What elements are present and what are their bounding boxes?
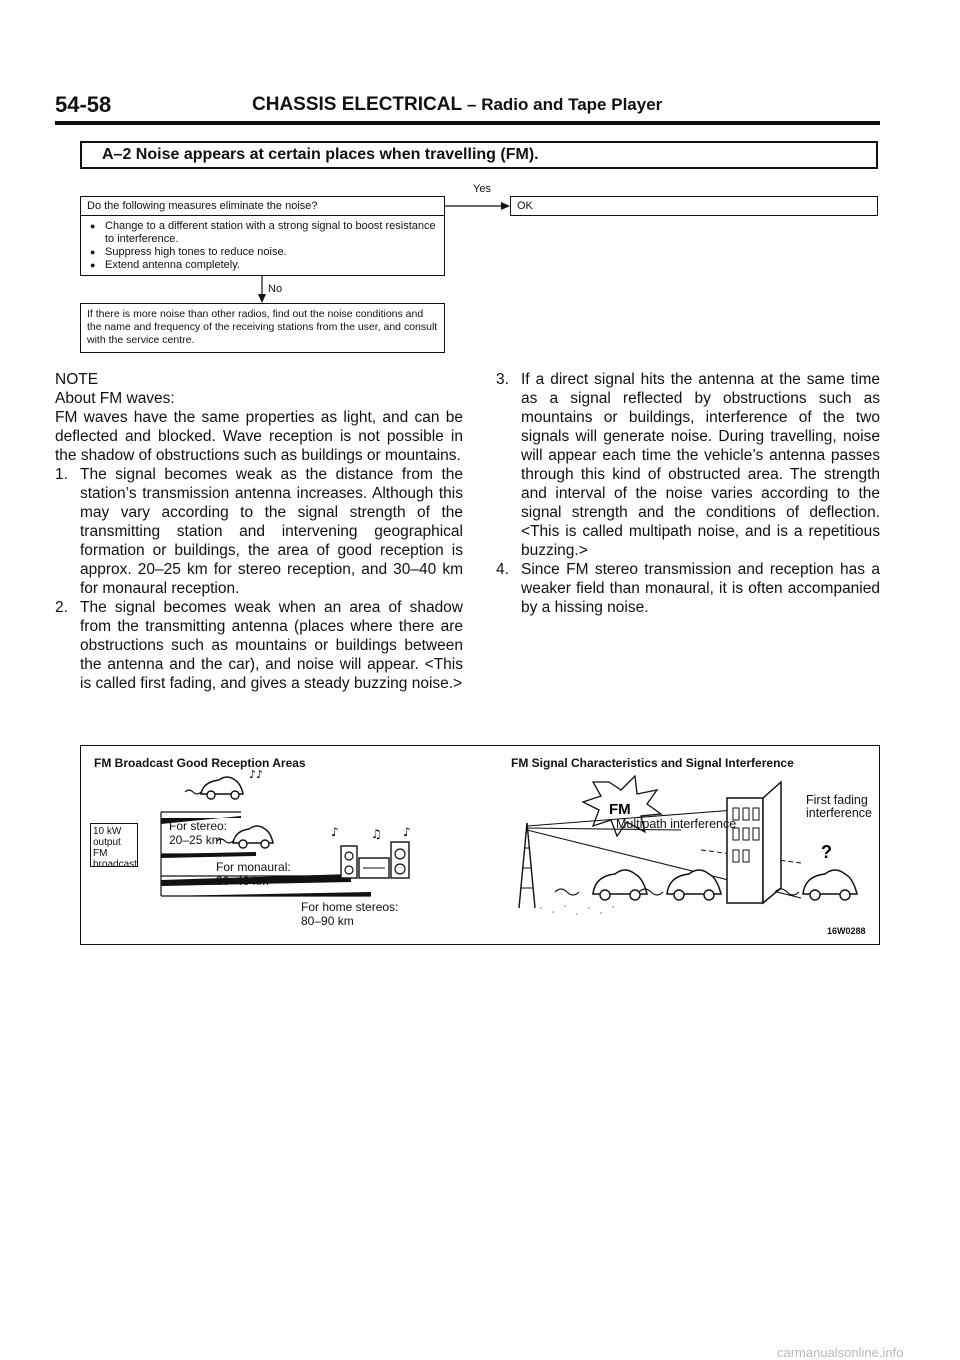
- car-icon: [775, 870, 857, 900]
- note-label: NOTE: [55, 371, 99, 388]
- note-item-number: 1.: [55, 466, 68, 483]
- note-subheading: About FM waves:: [55, 390, 175, 407]
- note-item-text: Since FM stereo transmission and reception has a weaker field than monaural, it is often accompanied by a hissing noise.: [521, 561, 880, 616]
- result-box: If there is more noise than other radios, find out the noise conditions and the name and frequency of the receiving stations from the user, and consult with the service centre.: [80, 303, 445, 353]
- svg-text:♫: ♫: [371, 827, 382, 841]
- note-item-number: 2.: [55, 599, 68, 616]
- car-icon: [185, 768, 263, 799]
- no-arrowhead: [258, 294, 266, 303]
- svg-text:♪♪: ♪♪: [249, 768, 264, 781]
- measure-item: ● Suppress high tones to reduce noise.: [105, 246, 438, 259]
- note-item-text: If a direct signal hits the antenna at the same time as a signal reflected by obstructions such as mountains or buildings, interference of the two signals will generate noise. During travelling, noise will appear each time the vehicle’s antenna passes through this kind of obstructed area. The strength and interval of the noise varies according to the signal strength and the conditions of deflection. <This is called multipath noise, and is a repetitious buzzing.>: [521, 371, 880, 559]
- note-item-text: The signal becomes weak when an area of shadow from the transmitting antenna (places where there are obstructions such as mountains or buildings between the antenna and the car), and noise will appear. <This is called first fading, and gives a steady buzzing noise.>: [80, 599, 463, 692]
- yes-arrowhead: [501, 202, 510, 210]
- figure-right-title: FM Signal Characteristics and Signal Interference: [511, 756, 794, 770]
- first-fading-label: First fading interference: [806, 793, 873, 820]
- signal-interference-diagram: [501, 768, 881, 918]
- car-icon: [555, 870, 647, 900]
- note-item: [55, 465, 463, 598]
- note-intro: FM waves have the same properties as light, and can be deflected and blocked. Wave reception is not possible in the shadow of obstructions such as buildings or mountains.: [55, 409, 463, 464]
- reception-areas-diagram: [81, 746, 461, 946]
- page-number: 54-58: [55, 92, 112, 117]
- yes-label: Yes: [473, 183, 491, 195]
- stereo-range: 20–25 km: [169, 833, 222, 847]
- measure-item: ● Change to a different station with a strong signal to boost resistance to interference.: [105, 220, 438, 246]
- no-label: No: [268, 283, 283, 295]
- monaural-label: For monaural:: [216, 860, 291, 874]
- fm-figure: [80, 745, 880, 945]
- multipath-label: Multipath interference: [616, 817, 737, 831]
- ok-box: OK: [510, 196, 878, 216]
- note-left-column: [55, 370, 463, 693]
- svg-text:♪: ♪: [331, 825, 339, 839]
- section-title-main: CHASSIS ELECTRICAL: [252, 94, 462, 115]
- figure-code: 16W0288: [827, 926, 866, 936]
- troubleshooting-heading: A–2 Noise appears at certain places when travelling (FM).: [80, 141, 878, 169]
- note-item-number: 3.: [496, 371, 509, 388]
- ground-dots: [540, 905, 614, 915]
- figure-left-title: FM Broadcast Good Reception Areas: [94, 756, 306, 770]
- note-right-column: [496, 370, 880, 617]
- section-title-sub: – Radio and Tape Player: [467, 95, 663, 114]
- home-stereo-label: For home stereos:: [301, 900, 399, 914]
- note-item-text: The signal becomes weak as the distance from the station’s transmission antenna increases. Although this may vary according to the signal strength of the transmitting station and intervening geographical formation or buildings, the area of good reception is approx. 20–25 km for stereo reception, and 30–40 km for monaural reception.: [80, 466, 463, 597]
- home-stereo-range: 80–90 km: [301, 914, 354, 928]
- station-label-box: 10 kW output FM broadcast: [90, 823, 138, 867]
- note-item: [496, 560, 880, 617]
- question-box: Do the following measures eliminate the noise?: [80, 196, 445, 216]
- svg-text:♪: ♪: [403, 825, 411, 839]
- fm-badge: FM: [609, 801, 631, 818]
- stereo-label: For stereo:: [169, 819, 228, 833]
- note-item-number: 4.: [496, 561, 509, 578]
- building-icon: [727, 782, 781, 903]
- car-icon: [639, 870, 721, 900]
- note-item: [496, 370, 880, 560]
- home-stereo-icon: [331, 825, 411, 878]
- measure-item: ● Extend antenna completely.: [105, 259, 438, 272]
- monaural-range: 30–40 km: [216, 874, 269, 888]
- antenna-tower-icon: [519, 823, 535, 908]
- note-item: [55, 598, 463, 693]
- question-mark-icon: ?: [821, 842, 832, 862]
- watermark: carmanualsonline.info: [777, 1345, 904, 1360]
